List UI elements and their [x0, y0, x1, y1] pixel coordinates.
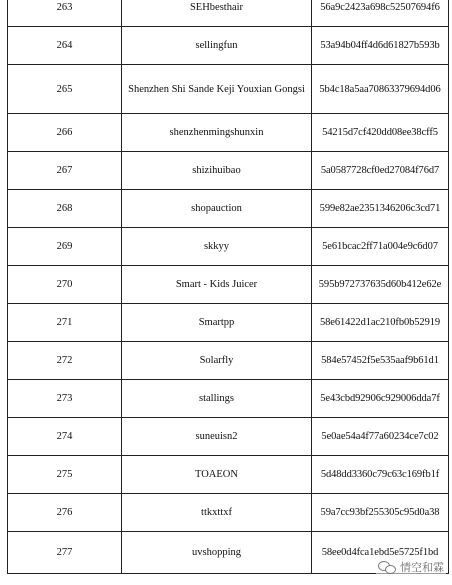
row-index: 270 [8, 266, 122, 304]
row-index: 271 [8, 304, 122, 342]
table-row [8, 0, 449, 27]
row-name: Smart - Kids Juicer [122, 266, 312, 304]
row-hash: 595b972737635d60b412e62e [312, 266, 449, 304]
row-hash: 59a7cc93bf255305c95d0a38 [312, 494, 449, 532]
row-name: TOAEON [122, 456, 312, 494]
row-index: 263 [8, 0, 122, 27]
wechat-icon [378, 560, 396, 574]
row-name: shizihuibao [122, 152, 312, 190]
table-row [8, 114, 449, 152]
watermark [376, 558, 446, 576]
row-hash: 58e61422d1ac210fb0b52919 [312, 304, 449, 342]
table-row [8, 266, 449, 304]
row-index: 273 [8, 380, 122, 418]
table-row [8, 418, 449, 456]
row-hash: 5d48dd3360c79c63c169fb1f [312, 456, 449, 494]
row-index: 269 [8, 228, 122, 266]
row-hash: 584e57452f5e535aaf9b61d1 [312, 342, 449, 380]
table-row [8, 304, 449, 342]
table-row [8, 152, 449, 190]
row-name: Shenzhen Shi Sande Keji Youxian Gongsi [122, 65, 312, 114]
row-name: shenzhenmingshunxin [122, 114, 312, 152]
row-hash: 5e0ae54a4f77a60234ce7c02 [312, 418, 449, 456]
table-row [8, 27, 449, 65]
row-name: SEHbesthair [122, 0, 312, 27]
row-hash: 58ee0d4fca1ebd5e5725f1bd [312, 532, 449, 574]
table-row [8, 456, 449, 494]
row-hash: 599e82ae2351346206c3cd71 [312, 190, 449, 228]
row-index: 274 [8, 418, 122, 456]
table-row [8, 65, 449, 114]
records-table-body [8, 0, 449, 574]
row-name: uvshopping [122, 532, 312, 574]
row-hash: 56a9c2423a698c52507694f6 [312, 0, 449, 27]
row-hash: 54215d7cf420dd08ee38cff5 [312, 114, 449, 152]
table-row [8, 494, 449, 532]
watermark-text: 情空和霖 [400, 561, 444, 574]
row-index: 266 [8, 114, 122, 152]
row-name: stallings [122, 380, 312, 418]
row-name: ttkxttxf [122, 494, 312, 532]
table-row [8, 190, 449, 228]
row-index: 276 [8, 494, 122, 532]
table-row [8, 342, 449, 380]
row-hash: 53a94b04ff4d6d61827b593b [312, 27, 449, 65]
row-hash: 5e61bcac2ff71a004e9c6d07 [312, 228, 449, 266]
row-name: Smartpp [122, 304, 312, 342]
row-hash: 5e43cbd92906c929006dda7f [312, 380, 449, 418]
row-index: 267 [8, 152, 122, 190]
table-row [8, 228, 449, 266]
row-index: 265 [8, 65, 122, 114]
row-hash: 5a0587728cf0ed27084f76d7 [312, 152, 449, 190]
row-name: Solarfly [122, 342, 312, 380]
row-index: 277 [8, 532, 122, 574]
table-row [8, 380, 449, 418]
row-index: 275 [8, 456, 122, 494]
row-name: skkyy [122, 228, 312, 266]
records-table [7, 0, 449, 574]
row-name: sellingfun [122, 27, 312, 65]
row-index: 268 [8, 190, 122, 228]
row-index: 272 [8, 342, 122, 380]
row-name: shopauction [122, 190, 312, 228]
row-name: suneuisn2 [122, 418, 312, 456]
row-index: 264 [8, 27, 122, 65]
row-hash: 5b4c18a5aa70863379694d06 [312, 65, 449, 114]
